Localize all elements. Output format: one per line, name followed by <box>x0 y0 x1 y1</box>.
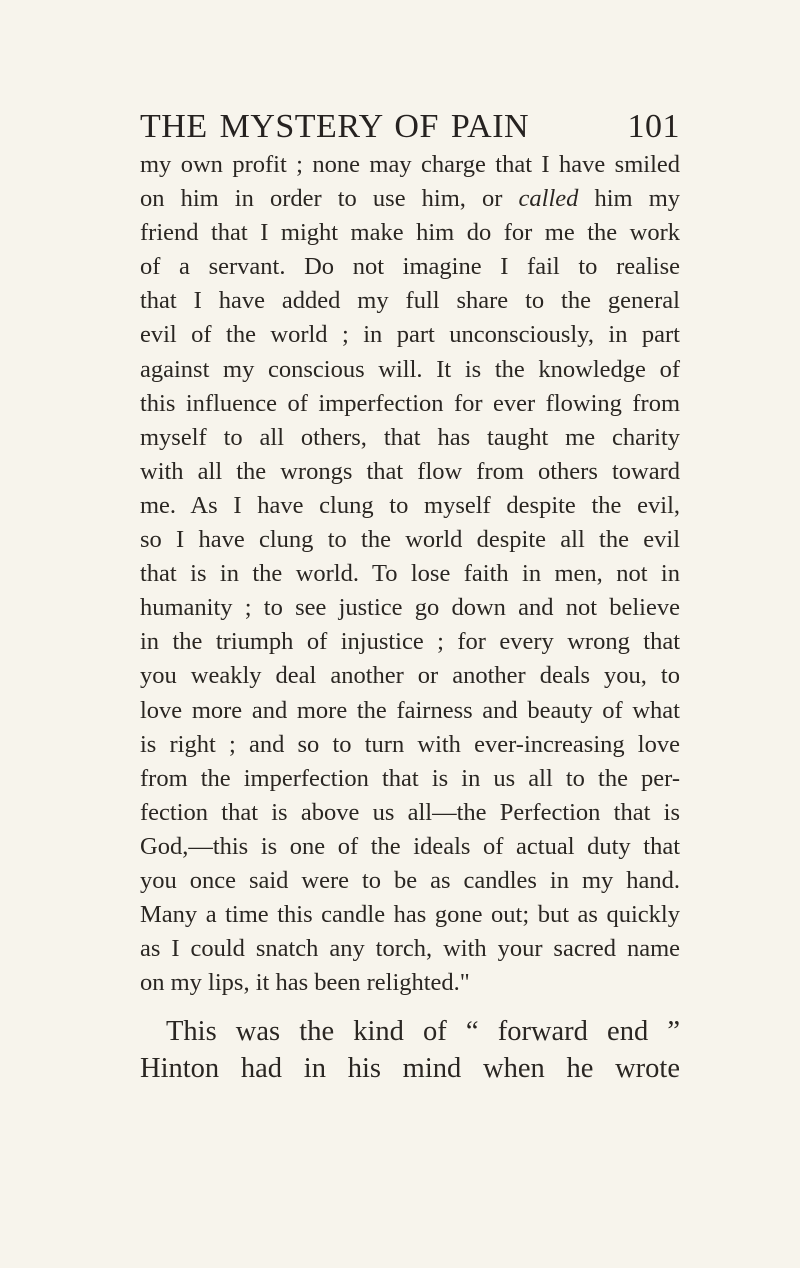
text-line: friend that I might make him do for me the work <box>140 219 680 247</box>
text-line: me. As I have clung to myself despite the evil, <box>140 491 680 519</box>
text-line: from the imperfection that is in us all to the per- <box>140 764 680 792</box>
text-line: fection that is above us all—the Perfection that is <box>140 798 680 826</box>
text-line: so I have clung to the world despite all the evil <box>140 526 680 554</box>
text-segment: him my <box>578 185 681 213</box>
text-line: on my lips, it has been relighted." <box>140 969 470 997</box>
text-line: in the triumph of injustice ; for every wrong that <box>140 628 680 656</box>
page-number: 101 <box>627 108 680 145</box>
text-line: Hinton had in his mind when he wrote <box>140 1053 680 1084</box>
text-line: is right ; and so to turn with ever-increasing love <box>140 730 680 758</box>
text-line: as I could snatch any torch, with your sacred name <box>140 935 680 963</box>
text-line: against my conscious will. It is the knowledge of <box>140 355 680 383</box>
text-line: my own profit ; none may charge that I have smiled <box>140 151 680 178</box>
text-line: evil of the world ; in part unconsciously, in part <box>140 321 680 349</box>
text-line: myself to all others, that has taught me charity <box>140 423 680 451</box>
paragraph-1 <box>140 148 680 1000</box>
text-line: with all the wrongs that flow from others toward <box>140 457 680 485</box>
text-line <box>140 182 680 216</box>
text-line: this influence of imperfection for ever flowing from <box>140 389 680 417</box>
text-line: humanity ; to see justice go down and not believe <box>140 594 680 622</box>
text-segment: on him in order to use him, or <box>140 185 519 213</box>
text-line: This was the kind of “ forward end ” <box>166 1016 680 1047</box>
text-line: love more and more the fairness and beauty of what <box>140 696 680 724</box>
text-line: that I have added my full share to the general <box>140 287 680 315</box>
running-head <box>140 108 680 146</box>
paragraph-2 <box>140 1013 680 1087</box>
text-line: God,—this is one of the ideals of actual duty that <box>140 832 680 860</box>
running-head-title: THE MYSTERY OF PAIN <box>140 108 530 145</box>
text-line: that is in the world. To lose faith in men, not in <box>140 560 680 588</box>
text-line: you once said were to be as candles in my hand. <box>140 866 680 894</box>
text-line: you weakly deal another or another deals you, to <box>140 662 680 690</box>
italic-word: called <box>518 185 579 213</box>
text-line: of a servant. Do not imagine I fail to realise <box>140 253 680 281</box>
text-line: Many a time this candle has gone out; but as quickly <box>140 901 680 929</box>
